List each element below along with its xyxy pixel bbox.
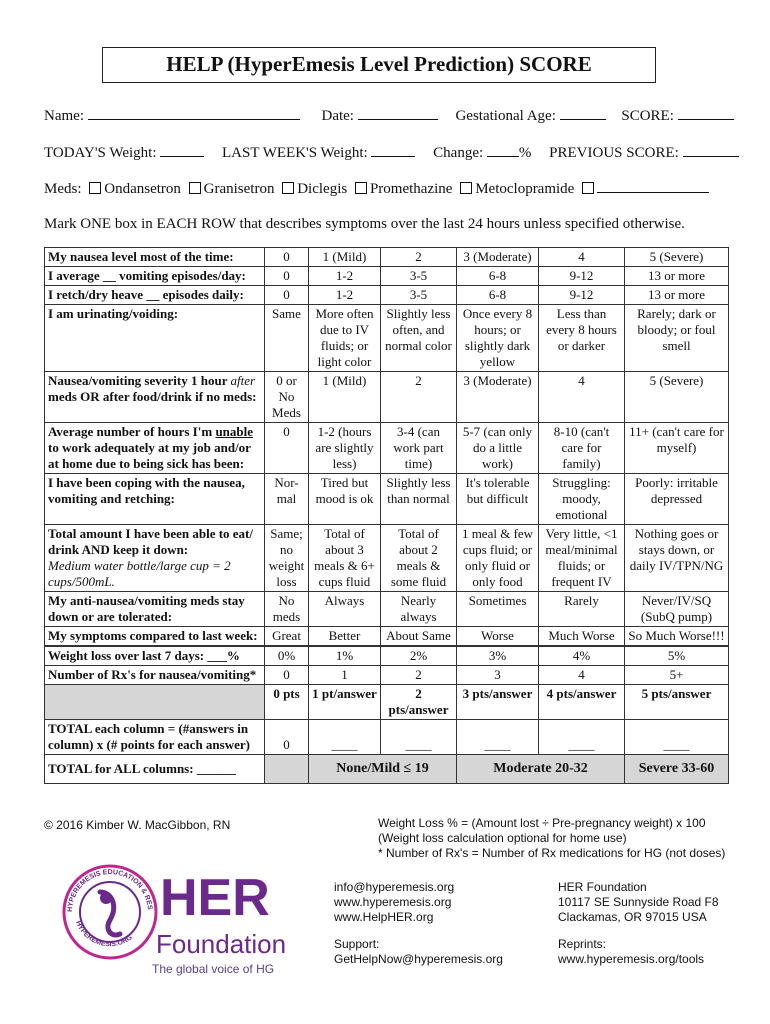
answer-cell[interactable]: Once every 8 hours; or slightly dark yellow <box>457 305 539 372</box>
meds-row <box>44 180 709 198</box>
answer-cell[interactable]: Great <box>265 627 309 647</box>
total-each-label: TOTAL each column = (#answers in column) x (# points for each answer) <box>45 720 265 755</box>
table-row <box>45 372 729 423</box>
total-each-row <box>45 720 729 755</box>
table-row <box>45 305 729 372</box>
answer-cell[interactable]: No meds <box>265 592 309 627</box>
change-field[interactable] <box>487 144 519 157</box>
total-all-row <box>45 755 729 784</box>
answer-cell[interactable]: Nearly always <box>381 592 457 627</box>
answer-cell[interactable]: 13 or more <box>625 286 729 305</box>
row-label-rest: meds OR after food/drink if no meds: <box>48 389 257 404</box>
row-label <box>45 525 265 592</box>
points-cell: 1 pt/answer <box>309 685 381 720</box>
note-rx: * Number of Rx's = Number of Rx medications for HG (not doses) <box>378 846 726 860</box>
answer-cell[interactable]: 0 <box>265 666 309 685</box>
answer-cell[interactable]: 1 (Mild) <box>309 248 381 267</box>
svg-text:HYPEREMESIS EDUCATION & RESEAR: HYPEREMESIS EDUCATION & RES <box>66 868 153 913</box>
answer-cell[interactable]: 13 or more <box>625 267 729 286</box>
answer-cell[interactable]: 5% <box>625 646 729 666</box>
answer-cell[interactable]: 1 meal & few cups fluid; or only fluid or only food <box>457 525 539 592</box>
row-label-rest: to work adequately at my job and/or at home due to being sick has been: <box>48 440 251 471</box>
row-label <box>45 423 265 474</box>
support-label: Support: <box>334 937 380 951</box>
med-checkbox-diclegis[interactable] <box>282 182 294 194</box>
answer-cell[interactable]: Nor-mal <box>265 474 309 525</box>
answer-cell[interactable]: Rarely <box>539 592 625 627</box>
reprints-label: Reprints: <box>558 937 607 951</box>
answer-cell[interactable]: 9-12 <box>539 267 625 286</box>
answer-cell[interactable]: 2 <box>381 248 457 267</box>
answer-cell[interactable]: Struggling: moody, emotional <box>539 474 625 525</box>
note-optional: (Weight loss calculation optional for home use) <box>378 831 627 845</box>
table-row <box>45 525 729 592</box>
date-field[interactable] <box>358 107 438 120</box>
answer-cell[interactable]: Poorly: irritable depressed <box>625 474 729 525</box>
row-label-text: Average number of hours I'm <box>48 424 213 439</box>
answer-cell[interactable]: 2 <box>381 372 457 423</box>
answer-cell[interactable]: 2% <box>381 646 457 666</box>
row-label <box>45 627 265 647</box>
row-label <box>45 372 265 423</box>
row-label <box>45 267 265 286</box>
med-option: Promethazine <box>369 181 453 197</box>
answer-cell[interactable]: 2 <box>381 666 457 685</box>
svg-text:HYPEREMESIS.ORG: HYPEREMESIS.ORG <box>74 920 134 949</box>
answer-cell[interactable]: 6-8 <box>457 286 539 305</box>
med-checkbox-granisetron[interactable] <box>189 182 201 194</box>
severity-mild: None/Mild ≤ 19 <box>309 755 457 784</box>
med-checkbox-other[interactable] <box>582 182 594 194</box>
logo-ring-icon <box>60 862 160 962</box>
todays-weight-label: TODAY'S Weight: <box>44 145 157 161</box>
points-cell: 3 pts/answer <box>457 685 539 720</box>
name-field[interactable] <box>88 107 300 120</box>
answer-cell[interactable]: Rarely; dark or bloody; or foul smell <box>625 305 729 372</box>
row-label-text: My symptoms compared to last week: <box>48 628 258 643</box>
points-row-label <box>45 685 265 720</box>
page-title: HELP (HyperEmesis Level Prediction) SCORE <box>102 47 656 83</box>
row-label-text: I retch/dry heave __ episodes daily: <box>48 287 244 302</box>
last-weeks-weight-label: LAST WEEK'S Weight: <box>222 145 368 161</box>
total-each-cell[interactable]: ____ <box>457 720 539 755</box>
row-label-text: My nausea level most of the time: <box>48 249 234 264</box>
meds-label: Meds: <box>44 181 82 197</box>
name-label: Name: <box>44 108 84 124</box>
answer-cell[interactable]: 1% <box>309 646 381 666</box>
row-label <box>45 305 265 372</box>
table-row <box>45 474 729 525</box>
last-weeks-weight-field[interactable] <box>371 144 415 157</box>
answer-cell[interactable]: 5 (Severe) <box>625 372 729 423</box>
table-row <box>45 248 729 267</box>
contact-email[interactable]: info@hyperemesis.org <box>334 880 455 894</box>
row-label <box>45 286 265 305</box>
row-label-note: Medium water bottle/large cup = 2 cups/500mL. <box>48 558 231 589</box>
total-each-cell[interactable]: ____ <box>309 720 381 755</box>
answer-cell[interactable]: 3-5 <box>381 286 457 305</box>
table-row <box>45 286 729 305</box>
med-checkbox-promethazine[interactable] <box>355 182 367 194</box>
total-each-cell[interactable]: ____ <box>381 720 457 755</box>
logo-foundation: Foundation <box>156 929 287 959</box>
row-label-text: I am urinating/voiding: <box>48 306 179 321</box>
answer-cell[interactable]: 1 <box>309 666 381 685</box>
answer-cell[interactable]: Slightly less often, and normal color <box>381 305 457 372</box>
contact-left <box>334 880 503 967</box>
answer-cell[interactable]: 1-2 <box>309 267 381 286</box>
answer-cell[interactable]: 5-7 (can only do a little work) <box>457 423 539 474</box>
answer-cell[interactable]: Total of about 3 meals & 6+ cups fluid <box>309 525 381 592</box>
address-line2: Clackamas, OR 97015 USA <box>558 910 707 924</box>
answer-cell[interactable]: Same; no weight loss <box>265 525 309 592</box>
previous-score-label: PREVIOUS SCORE: <box>549 145 679 161</box>
table-row <box>45 267 729 286</box>
answer-cell[interactable]: 3-4 (can work part time) <box>381 423 457 474</box>
row-label <box>45 248 265 267</box>
total-all-label: TOTAL for ALL columns: ______ <box>45 755 265 784</box>
answer-cell[interactable]: Very little, <1 meal/minimal fluids; or frequent IV <box>539 525 625 592</box>
answer-cell[interactable]: Nothing goes or stays down, or daily IV/TPN/NG <box>625 525 729 592</box>
copyright: © 2016 Kimber W. MacGibbon, RN <box>44 818 231 832</box>
total-each-cell[interactable]: 0 <box>265 720 309 755</box>
answer-cell[interactable]: Total of about 2 meals & some fluid <box>381 525 457 592</box>
table-row <box>45 646 729 666</box>
score-field[interactable] <box>678 107 734 120</box>
reprints-url[interactable]: www.hyperemesis.org/tools <box>558 952 705 966</box>
points-cell: 0 pts <box>265 685 309 720</box>
row-label-text: I have been coping with the nausea, vomiting and retching: <box>48 475 245 506</box>
change-label: Change: <box>433 145 484 161</box>
her-foundation-logo-mark <box>60 862 160 962</box>
date-label: Date: <box>321 108 354 124</box>
med-checkbox-metoclopramide[interactable] <box>460 182 472 194</box>
table-row <box>45 592 729 627</box>
answer-cell[interactable]: About Same <box>381 627 457 647</box>
answer-cell[interactable]: Same <box>265 305 309 372</box>
row-label-text: My anti-nausea/vomiting meds stay down or are tolerated: <box>48 593 245 624</box>
contact-web1[interactable]: www.hyperemesis.org <box>334 895 452 909</box>
answer-cell[interactable]: Always <box>309 592 381 627</box>
answer-cell[interactable]: 3% <box>457 646 539 666</box>
change-unit: % <box>518 145 532 161</box>
answer-cell[interactable]: Better <box>309 627 381 647</box>
answer-cell[interactable]: 6-8 <box>457 267 539 286</box>
logo-tagline: The global voice of HG <box>152 962 275 976</box>
note-weight-formula: Weight Loss % = (Amount lost ÷ Pre-pregnancy weight) x 100 <box>378 816 706 830</box>
row-label-text: Number of Rx's for nausea/vomiting* <box>48 667 257 682</box>
row-label-text: Weight loss over last 7 days: ___% <box>48 648 240 663</box>
med-option: Diclegis <box>297 181 348 197</box>
row-label-text: Nausea/vomiting severity 1 hour <box>48 373 228 388</box>
answer-cell[interactable]: 0% <box>265 646 309 666</box>
support-email[interactable]: GetHelpNow@hyperemesis.org <box>334 952 503 966</box>
row-label <box>45 666 265 685</box>
gestational-age-label: Gestational Age: <box>455 108 556 124</box>
row-label <box>45 474 265 525</box>
answer-cell[interactable]: 0 <box>265 248 309 267</box>
table-row <box>45 666 729 685</box>
score-label: SCORE: <box>621 108 674 124</box>
answer-cell[interactable]: 3-5 <box>381 267 457 286</box>
answer-cell[interactable]: 1-2 <box>309 286 381 305</box>
severity-moderate: Moderate 20-32 <box>457 755 625 784</box>
org-name: HER Foundation <box>558 880 647 894</box>
points-row <box>45 685 729 720</box>
answer-cell[interactable]: 0 <box>265 267 309 286</box>
logo-her: HER <box>160 869 270 927</box>
points-cell: 4 pts/answer <box>539 685 625 720</box>
answer-cell[interactable]: 4% <box>539 646 625 666</box>
row-label <box>45 646 265 666</box>
answer-cell[interactable]: 5 (Severe) <box>625 248 729 267</box>
answer-cell[interactable]: Much Worse <box>539 627 625 647</box>
points-cell: 5 pts/answer <box>625 685 729 720</box>
answer-cell[interactable]: 9-12 <box>539 286 625 305</box>
row-label-text: Total amount I have been able to eat/ drink AND keep it down: <box>48 526 253 557</box>
footnotes <box>378 816 725 861</box>
gestational-age-field[interactable] <box>560 107 606 120</box>
header-fields-row2 <box>44 144 739 162</box>
answer-cell[interactable]: 3 (Moderate) <box>457 248 539 267</box>
row-label-underline: unable <box>215 424 254 439</box>
med-option: Granisetron <box>203 181 275 197</box>
header-fields-row1 <box>44 107 734 125</box>
instruction-text: Mark ONE box in EACH ROW that describes symptoms over the last 24 hours unless specified otherwise. <box>44 216 685 232</box>
answer-cell[interactable]: 5+ <box>625 666 729 685</box>
med-other-field[interactable] <box>597 180 709 193</box>
answer-cell[interactable]: Slightly less than normal <box>381 474 457 525</box>
answer-cell[interactable]: Sometimes <box>457 592 539 627</box>
answer-cell[interactable]: 0 <box>265 286 309 305</box>
total-each-cell[interactable]: ____ <box>539 720 625 755</box>
answer-cell[interactable]: 0 <box>265 423 309 474</box>
answer-cell[interactable]: So Much Worse!!! <box>625 627 729 647</box>
contact-right <box>558 880 719 967</box>
todays-weight-field[interactable] <box>160 144 204 157</box>
answer-cell[interactable]: It's tolerable but difficult <box>457 474 539 525</box>
answer-cell[interactable]: 1-2 (hours are slightly less) <box>309 423 381 474</box>
answer-cell[interactable]: 4 <box>539 372 625 423</box>
answer-cell[interactable]: 4 <box>539 666 625 685</box>
answer-cell[interactable]: 3 <box>457 666 539 685</box>
severity-severe: Severe 33-60 <box>625 755 729 784</box>
table-row <box>45 423 729 474</box>
score-table <box>44 247 729 784</box>
answer-cell[interactable]: More often due to IV fluids; or light color <box>309 305 381 372</box>
row-label-text: I average __ vomiting episodes/day: <box>48 268 246 283</box>
answer-cell[interactable]: 4 <box>539 248 625 267</box>
row-label <box>45 592 265 627</box>
answer-cell[interactable]: 0 or No Meds <box>265 372 309 423</box>
med-option: Metoclopramide <box>475 181 575 197</box>
previous-score-field[interactable] <box>683 144 739 157</box>
total-each-cell[interactable]: ____ <box>625 720 729 755</box>
answer-cell[interactable]: Less than every 8 hours or darker <box>539 305 625 372</box>
med-option: Ondansetron <box>104 181 181 197</box>
med-checkbox-ondansetron[interactable] <box>89 182 101 194</box>
answer-cell[interactable]: 11+ (can't care for myself) <box>625 423 729 474</box>
answer-cell[interactable]: 3 (Moderate) <box>457 372 539 423</box>
row-label-emphasis: after <box>230 373 256 388</box>
total-all-blank <box>265 755 309 784</box>
contact-web2[interactable]: www.HelpHER.org <box>334 910 434 924</box>
address-line1: 10117 SE Sunnyside Road F8 <box>558 895 719 909</box>
answer-cell[interactable]: 1 (Mild) <box>309 372 381 423</box>
answer-cell[interactable]: Never/IV/SQ (SubQ pump) <box>625 592 729 627</box>
answer-cell[interactable]: Tired but mood is ok <box>309 474 381 525</box>
answer-cell[interactable]: Worse <box>457 627 539 647</box>
points-cell: 2 pts/answer <box>381 685 457 720</box>
table-row <box>45 627 729 647</box>
answer-cell[interactable]: 8-10 (can't care for family) <box>539 423 625 474</box>
